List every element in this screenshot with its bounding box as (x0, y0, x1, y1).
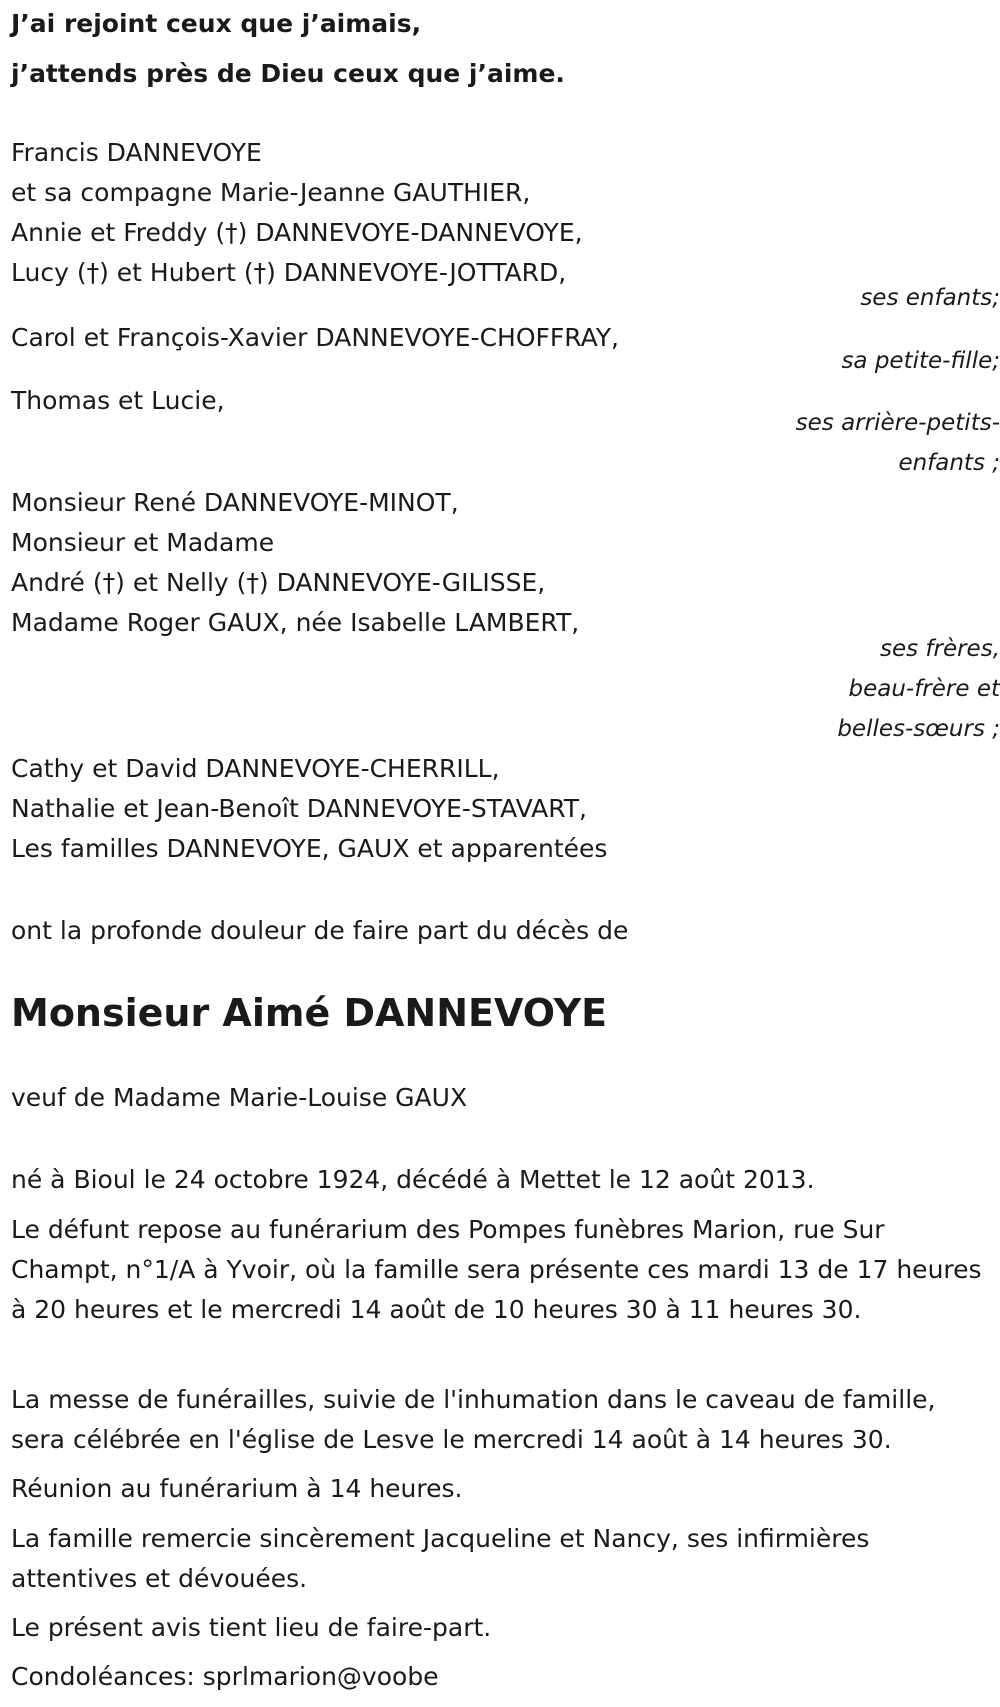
family-line: Monsieur René DANNEVOYE-MINOT, (11, 488, 459, 517)
family-line: Nathalie et Jean-Benoît DANNEVOYE-STAVART, (11, 794, 588, 823)
condolences: Condoléances: sprlmarion@voobe (11, 1662, 439, 1691)
family-line: Cathy et David DANNEVOYE-CHERRILL, (11, 754, 500, 783)
family-line: Les familles DANNEVOYE, GAUX et apparentées (11, 834, 608, 863)
family-line: Madame Roger GAUX, née Isabelle LAMBERT, (11, 608, 580, 637)
role-siblings-2: beau-frère et (848, 676, 1000, 702)
role-children: ses enfants; (860, 285, 1000, 311)
family-line: Lucy (†) et Hubert (†) DANNEVOYE-JOTTARD, (11, 258, 567, 287)
epitaph-line-1: J’ai rejoint ceux que j’aimais, (11, 9, 422, 38)
family-line: André (†) et Nelly (†) DANNEVOYE-GILISSE, (11, 568, 546, 597)
epitaph-line-2: j’attends près de Dieu ceux que j’aime. (11, 59, 565, 88)
role-granddaughter: sa petite-fille; (841, 348, 1000, 374)
role-siblings-1: ses frères, (879, 636, 1000, 662)
repose-paragraph: Le défunt repose au funérarium des Pompes funèbres Marion, rue Sur Champt, n°1/A à Yvoir, où la famille sera présente ces mardi 13 de 17 heures à 20 heures et le mercredi 14 août de 10 heures 30 à 11 heures 30. (11, 1215, 982, 1324)
role-great-grandchildren-1: ses arrière-petits- (795, 410, 1000, 436)
mass-paragraph: La messe de funérailles, suivie de l'inhumation dans le caveau de famille, sera célébrée en l'église de Lesve le mercredi 14 août à 14 heures 30. (11, 1385, 936, 1454)
deceased-name: Monsieur Aimé DANNEVOYE (11, 991, 608, 1035)
family-line: Francis DANNEVOYE (11, 138, 262, 167)
widower-of: veuf de Madame Marie-Louise GAUX (11, 1083, 468, 1112)
family-line: Thomas et Lucie, (11, 386, 225, 415)
notice: Le présent avis tient lieu de faire-part. (11, 1613, 492, 1642)
announcement: ont la profonde douleur de faire part du décès de (11, 916, 629, 945)
role-siblings-3: belles-sœurs ; (837, 716, 1000, 742)
birth-death: né à Bioul le 24 octobre 1924, décédé à Mettet le 12 août 2013. (11, 1165, 815, 1194)
role-great-grandchildren-2: enfants ; (898, 450, 1000, 476)
family-line: Annie et Freddy (†) DANNEVOYE-DANNEVOYE, (11, 218, 583, 247)
thanks-paragraph: La famille remercie sincèrement Jacqueline et Nancy, ses infirmières attentives et dévouées. (11, 1524, 870, 1593)
meeting: Réunion au funérarium à 14 heures. (11, 1474, 463, 1503)
family-line: et sa compagne Marie-Jeanne GAUTHIER, (11, 178, 531, 207)
family-line: Carol et François-Xavier DANNEVOYE-CHOFFRAY, (11, 323, 620, 352)
family-line: Monsieur et Madame (11, 528, 275, 557)
